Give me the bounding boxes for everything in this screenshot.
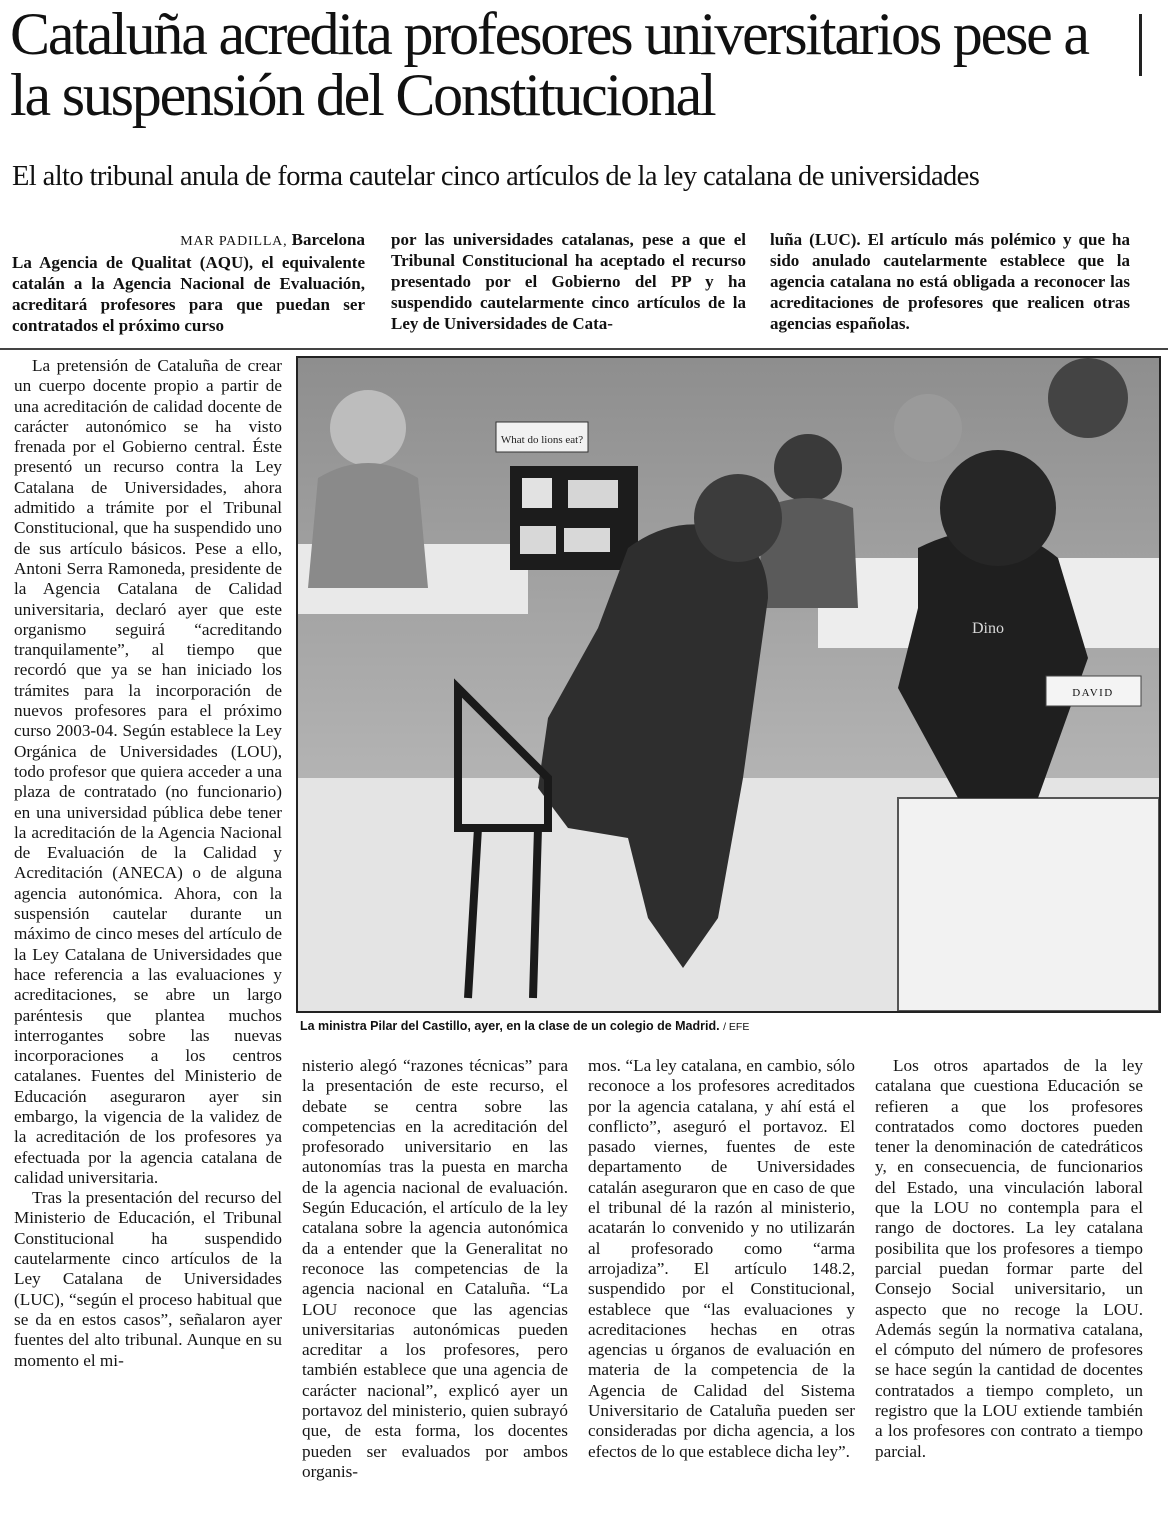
lead-text-2: por las universidades catalanas, pese a que el Tribunal Constitucional ha aceptado el recurso presentado por el Gobierno del PP y ha suspendido cautelarmente cinco artículos de la Ley de Universidades de Cata- <box>391 230 746 333</box>
headline: Cataluña acredita profesores universitarios pese a la suspensión del Constitucional <box>10 1 1088 128</box>
child-left-head <box>330 390 406 466</box>
lead-column-1 <box>12 229 365 336</box>
lead-divider <box>0 348 1168 350</box>
animal-card <box>520 526 556 554</box>
body-column-3 <box>588 1056 855 1539</box>
photo-caption <box>300 1018 1160 1035</box>
woman-background-head <box>894 394 962 462</box>
shirt-text: Dino <box>972 620 1004 637</box>
child-center-head <box>774 434 842 502</box>
name-card-text: DAVID <box>1072 687 1114 699</box>
photographer <box>1048 358 1128 438</box>
photo-credit: / EFE <box>723 1021 750 1033</box>
caption-text: La ministra Pilar del Castillo, ayer, en la clase de un colegio de Madrid. <box>300 1019 720 1033</box>
boy-head <box>940 450 1056 566</box>
body-paragraph: Los otros apartados de la ley catalana que cuestiona Educación se refieren a que los profesores contratados como doctores pueden tener la denominación de catedráticos y, en consecuencia, de funcionarios del Estado, una vinculación laboral que la LOU no contempla para el rango de doctores. La ley catalana posibilita que los profesores a tiempo parcial puedan formar parte del Consejo Social universitario, un aspecto que no recoge la LOU. Además según la normativa catalana, el cómputo del número de profesores se hace según la cantidad de docentes contratados a tiempo completo, un registro que la LOU extiende también a los profesores con contrato a tiempo parcial. <box>875 1056 1143 1461</box>
subheadline: El alto tribunal anula de forma cautelar cinco artículos de la ley catalana de universidades <box>12 161 980 192</box>
animal-card <box>564 528 610 552</box>
lead-text-1: La Agencia de Qualitat (AQU), el equivalente catalán a la Agencia Nacional de Evaluación, acreditará profesores para que puedan ser contratados el próximo curso <box>12 253 365 335</box>
body-column-1 <box>14 356 282 1539</box>
animal-card <box>568 480 618 508</box>
body-column-4 <box>875 1056 1143 1539</box>
body-paragraph: Tras la presentación del recurso del Ministerio de Educación, el Tribunal Constitucional ha suspendido cautelarmente cinco artículos de la Ley Catalana de Universidades (LUC), “según el proceso habitual que se da en estos casos”, señalaron ayer fuentes del alto tribunal. Aunque en su momento el mi- <box>14 1188 282 1370</box>
lead-column-3 <box>770 229 1130 334</box>
body-paragraph: mos. “La ley catalana, en cambio, sólo reconoce a los profesores acreditados por la agencia catalana, y ahí está el conflicto”, aseguró el portavoz. El pasado viernes, fuentes de este departamento de Universidades catalán aseguraron que en caso de que el tribunal dé la razón al ministerio, acatarán lo convenido y no utilizarán al profesorado como “arma arrojadiza”. El artículo 148.2, suspendido por el Constitucional, establece que “las evaluaciones y acreditaciones hechas en otras agencias u órganos de evaluación en materia de la competencia de la Agencia de Calidad del Sistema Universitario de Cataluña pueden ser consideradas por dicha agencia, a los efectos de lo que establece dicha ley”. <box>588 1056 855 1461</box>
lead-text-3: luña (LUC). El artículo más polémico y que ha sido anulado cautelarmente establece que la agencia catalana no está obligada a reconocer las acreditaciones de profesores que realicen otras agencias españolas. <box>770 230 1130 333</box>
body-column-2 <box>302 1056 568 1539</box>
animal-card <box>522 478 552 508</box>
byline-location: Barcelona <box>291 230 365 249</box>
child-left-body <box>308 463 428 588</box>
byline-author: MAR PADILLA, <box>180 234 288 249</box>
lead-column-2 <box>391 229 746 334</box>
body-paragraph: nisterio alegó “razones técnicas” para la presentación de este recurso, el debate se centra sobre las competencias en la acreditación del profesorado universitario en las autonomías tras la puesta en marcha de la agencia nacional de evaluación. Según Educación, el artículo de la ley catalana sobre la agencia autonómica da a entender que la Generalitat no reconoce las competencias de la agencia nacional en Cataluña. “La LOU reconoce que las agencias universitarias autonómicas pueden acreditar a los profesores, pero también establece que una agencia de carácter nacional”, explicó ayer un portavoz del ministerio, quien subrayó que, de esta forma, los docentes pueden ser evaluados por ambos organis- <box>302 1056 568 1481</box>
body-paragraph: La pretensión de Cataluña de crear un cuerpo docente propio a partir de una acreditación de calidad docente de carácter autonómico se ha visto frenada por el Gobierno central. Éste presentó un recurso contra la Ley Catalana de Universidades, ahora admitido a trámite por el Tribunal Constitucional, que ha suspendido uno de sus artículo básicos. Pese a ello, Antoni Serra Ramoneda, presidente de la Agencia Catalana de Calidad universitaria, declaró ayer que este organismo seguirá “acreditando tranquilamente”, al tiempo que recordó que ya se han iniciado los trámites para la incorporación de nuevos profesores para el próximo curso 2003-04. Según establece la Ley Orgánica de Universidades (LOU), todo profesor que quiera acceder a una plaza de contratado (no funcionario) en una universidad pública debe tener la acreditación de la Agencia Nacional de Evaluación de la Calidad y Acreditación (ANECA) o de alguna agencia autonómica. Ahora, con la suspensión cautelar durante un máximo de cinco meses del artículo de la Ley Catalana de Universidades que hace referencia a las evaluaciones y acreditaciones, se abre un largo paréntesis que plantea muchos interrogantes sobre las nuevas incorporaciones a los centros catalanes. Fuentes del Ministerio de Educación aseguraron ayer sin embargo, la vigencia de la validez de la acreditación de los profesores ya efectuada por la agencia catalana de calidad universitaria. <box>14 356 282 1187</box>
byline <box>12 229 365 252</box>
desk-bottom-right <box>898 798 1159 1011</box>
news-photo <box>296 356 1161 1013</box>
column-rule <box>1139 14 1142 76</box>
classroom-photo <box>298 358 1159 1011</box>
poster-text: What do lions eat? <box>500 434 584 446</box>
minister-head <box>694 474 782 562</box>
